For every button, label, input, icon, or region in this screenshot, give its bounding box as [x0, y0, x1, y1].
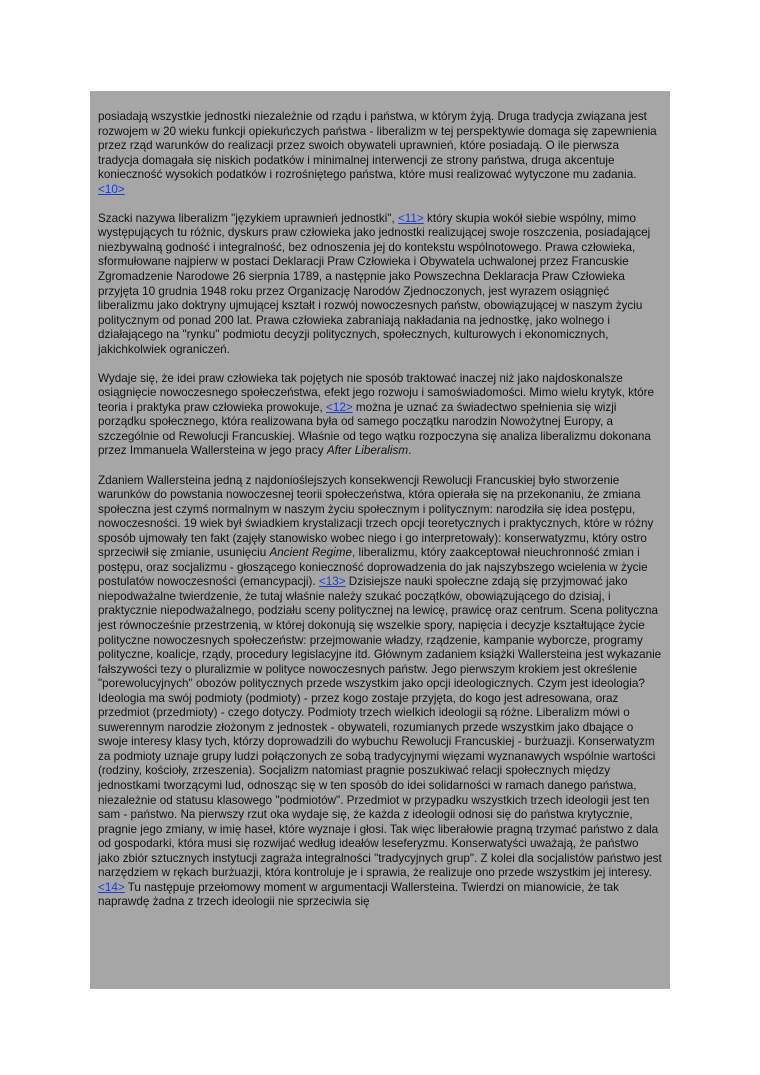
footnote-link-10[interactable]: <10> [98, 182, 125, 196]
paragraph-text: Szacki nazywa liberalizm "językiem uprawnień jednostki", [98, 211, 398, 225]
paragraph-text: Tu następuje przełomowy moment w argumentacji Wallersteina. Twierdzi on mianowicie, że tak naprawdę żadna z trzech ideologii nie sprzeciwia się [98, 880, 619, 909]
paragraph-text: można je uznać za świadectwo spełnienia się wizji porządku społecznego, która realizowana była od samego początku narodzin Nowożytnej Europy, a szczególnie od Rewolucji Francuskiej. Właśnie od tego wątku rozpoczyna się analiza liberalizmu dokonana przez Immanuela Wallersteina w jego pracy [98, 400, 651, 458]
paragraph-2 [98, 212, 662, 357]
paragraph-text: . [408, 444, 412, 458]
paragraph-text: , liberalizmu, który zaakceptował nieuchronność zmian i postępu, oraz socjalizmu - głoszącego konieczność doprowadzenia do jak najszybszego wcielenia w życie postulatów nowoczesności (emancypacji). [98, 546, 648, 589]
paragraph-text: który skupia wokół siebie wspólny, mimo występujących tu różnic, dyskurs praw człowieka jako jednostki realizującej swoje roszczenia, posiadającej niezbywalną godność i integralność, bez odnoszenia jej do kontekstu wspólnotowego. Prawa człowieka, sformułowane najpierw w postaci Deklaracji Praw Człowieka i Obywatela uchwalonej przez Francuskie Zgromadzenie Narodowe 26 sierpnia 1789, a następnie jako Powszechna Deklaracja Praw Człowieka przyjęta 10 grudnia 1948 roku przez Organizację Narodów Zjednoczonych, jest wyrazem osiągnięć liberalizmu jako doktryny ujmującej kształt i rozwój nowoczesnych państw, obowiązującej w naszym życiu politycznym od ponad 200 lat. Prawa człowieka zabraniają nakładania na jednostkę, jako wolnego i działającego na "rynku" podmiotu decyzji politycznych, społecznych, kulturowych i ekonomicznych, jakichkolwiek ograniczeń. [98, 211, 651, 356]
paragraph-1 [98, 110, 662, 197]
footnote-link-14[interactable]: <14> [98, 880, 125, 894]
paragraph-text: Wydaje się, że idei praw człowieka tak pojętych nie sposób traktować inaczej niż jako najdoskonalsze osiągnięcie nowoczesnego społeczeństwa, efekt jego rozwoju i samoświadomości. Mimo wielu krytyk, które teoria i praktyka praw człowieka prowokuje, [98, 371, 655, 414]
paragraph-text: Zdaniem Wallersteina jedną z najdonioślejszych konsekwencji Rewolucji Francuskiej było stworzenie warunków do powstania nowoczesnej teorii społeczeństwa, która opierała się na przekonaniu, że zmiana społeczna jest czymś normalnym w naszym życiu społecznym i politycznym: narodziła się idea postępu, nowoczesności. 19 wiek był świadkiem krystalizacji trzech opcji teoretycznych i praktycznych, które w różny sposób ujmowały ten fakt (zajęły stanowisko wobec niego i go interpretowały): konserwatyzmu, który ostro sprzeciwił się zmianie, usunięciu [98, 473, 654, 560]
paragraph-text: Dzisiejsze nauki społeczne zdają się przyjmować jako niepodważalne twierdzenie, że tutaj właśnie należy szukać początków, obowiązującego do dzisiaj, i praktycznie niepodważalnego, podziału sceny politycznej na lewicę, prawicę oraz centrum. Scena polityczna jest równocześnie przestrzenią, w której dokonują się wszelkie spory, napięcia i decyzje kształtujące życie polityczne nowoczesnych społeczeństw: przejmowanie władzy, rządzenie, kampanie wyborcze, programy polityczne, koalicje, rządy, procedury legislacyjne itd. Głównym zadaniem książki Wallersteina jest wykazanie fałszywości tezy o pluralizmie w polityce nowoczesnych państw. Jego pierwszym krokiem jest określenie "porewolucyjnych" obozów politycznych przede wszystkim jako opcji ideologicznych. Czym jest ideologia? Ideologia ma swój podmioty (podmioty) - przez kogo zostaje przyjęta, do kogo jest adresowana, oraz przedmiot (przedmioty) - czego dotyczy. Podmioty trzech wielkich ideologii są różne. Liberalizm mówi o suwerennym narodzie złożonym z jednostek - obywateli, rozumianych przede wszystkim jako dbające o swoje interesy klasy tych, którzy doprowadzili do wybuchu Rewolucji Francuskiej - burżuazji. Konserwatyzm za podmioty uznaje grupy ludzi połączonych ze sobą tradycyjnymi więzami wyznanawych wspólnie wartości (rodziny, kościoły, zrzeszenia). Socjalizm natomiast pragnie poszukiwać relacji społecznych między jednostkami tworzącymi lud, odnosząc się w ten sposób do idei solidarności w ramach danego państwa, niezależnie od statusu klasowego "podmiotów". Przedmiot w przypadku wszystkich trzech ideologii jest ten sam - państwo. Na pierwszy rzut oka wydaje się, że każda z ideologii odnosi się do państwa krytycznie, pragnie jego zmiany, w imię haseł, które wyznaje i głosi. Tak więc liberałowie pragną trzymać państwo z dala od gospodarki, która musi się rozwijać według ideałów leseferyzmu. Konserwatyści uważają, że państwo jako zbiór sztucznych instytucji zagraża integralności "tradycyjnych grup". Z kolei dla socjalistów państwo jest narzędziem w rękach burżuazji, która kontroluje je i sprawia, że realizuje ono przede wszystkim jej interesy. [98, 575, 662, 880]
italic-term: Ancient Regime [269, 546, 352, 560]
paragraph-3 [98, 372, 662, 459]
paragraph-4 [98, 474, 662, 910]
footnote-link-12[interactable]: <12> [326, 400, 353, 414]
book-title: After Liberalism [326, 444, 409, 458]
document-body [90, 91, 670, 989]
footnote-link-13[interactable]: <13> [318, 575, 346, 589]
paragraph-text: posiadają wszystkie jednostki niezależnie od rządu i państwa, w którym żyją. Druga tradycja związana jest rozwojem w 20 wieku funkcji opiekuńczych państwa - liberalizm w tej perspektywie domaga się zapewnienia przez rząd warunków do realizacji przez swoich obywateli uprawnień, które posiadają. O ile pierwsza tradycja domagała się niskich podatków i minimalnej interwencji ze strony państwa, druga akcentuje konieczność wysokich podatków i rozrośniętego państwa, które musi realizować wytyczone mu zadania. [98, 110, 657, 182]
footnote-link-11[interactable]: <11> [397, 211, 424, 225]
